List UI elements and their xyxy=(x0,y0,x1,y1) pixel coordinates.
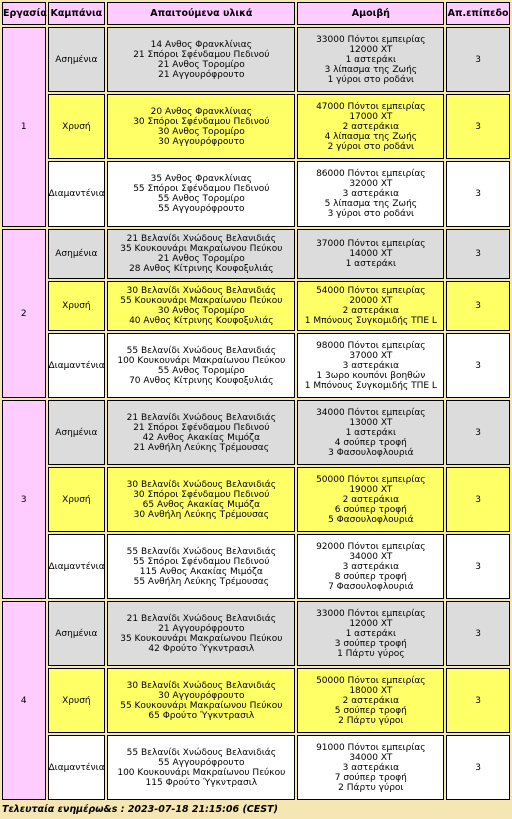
task-number: 3 xyxy=(2,400,46,599)
table-row xyxy=(2,668,510,733)
required-level: 3 xyxy=(446,229,510,279)
reward-list: 54000 Πόντοι εμπειρίας 20000 XT 2 αστεράκια 1 Μπόνους Συγκομιδής ΤΠΕ L xyxy=(297,281,444,331)
reward-list: 91000 Πόντοι εμπειρίας 34000 XT 3 αστεράκια 7 σούπερ τροφή 2 Πάρτυ γύροι xyxy=(297,735,444,800)
table-row xyxy=(2,229,510,279)
campaign-name: Ασημένια xyxy=(48,229,106,279)
campaign-name: Διαμαντένια xyxy=(48,735,106,800)
campaign-name: Διαμαντένια xyxy=(48,161,106,227)
table-body xyxy=(2,27,510,800)
table-row xyxy=(2,333,510,398)
required-level: 3 xyxy=(446,735,510,800)
table-row xyxy=(2,400,510,465)
task-number: 1 xyxy=(2,27,46,227)
campaign-name: Χρυσή xyxy=(48,94,106,159)
required-materials: 30 Βελανίδι Χνώδους Βελανιδιάς 30 Αγγουρόφρουτο 55 Κουκουνάρι Μακραίωνου Πεύκου 65 Φρούτο Ύγκντρασιλ xyxy=(107,668,295,733)
reward-list: 47000 Πόντοι εμπειρίας 17000 XT 2 αστεράκια 4 λίπασμα της Ζωής 2 γύροι στο ροδάνι xyxy=(297,94,444,159)
header-row xyxy=(2,2,510,25)
reward-list: 33000 Πόντοι εμπειρίας 12000 XT 1 αστεράκι 3 λίπασμα της Ζωής 1 γύροι στο ροδάνι xyxy=(297,27,444,92)
table-row xyxy=(2,27,510,92)
required-materials: 35 Ανθος Φρανκλίνιας 55 Σπόροι Σφένδαμου Πεδινού 55 Ανθος Τοροµίρο 55 Αγγουρόφρουτο xyxy=(107,161,295,227)
required-materials: 55 Βελανίδι Χνώδους Βελανιδιάς 55 Σπόροι Σφένδαμου Πεδινού 115 Ανθος Ακακίας Μιμόζα 55 Ανθήλη Λεύκης Τρέμουσας xyxy=(107,534,295,599)
task-number: 2 xyxy=(2,229,46,398)
campaign-name: Χρυσή xyxy=(48,281,106,331)
reward-list: 86000 Πόντοι εμπειρίας 32000 XT 3 αστεράκια 5 λίπασμα της Ζωής 3 γύροι στο ροδάνι xyxy=(297,161,444,227)
table-row xyxy=(2,601,510,666)
campaign-name: Ασημένια xyxy=(48,27,106,92)
required-level: 3 xyxy=(446,534,510,599)
required-materials: 55 Βελανίδι Χνώδους Βελανιδιάς 55 Αγγουρόφρουτο 100 Κουκουνάρι Μακραίωνου Πεύκου 115 Φρούτο Ύγκντρασιλ xyxy=(107,735,295,800)
reward-list: 50000 Πόντοι εμπειρίας 18000 XT 2 αστεράκια 5 σούπερ τροφή 2 Πάρτυ γύροι xyxy=(297,668,444,733)
required-level: 3 xyxy=(446,333,510,398)
table-row xyxy=(2,534,510,599)
required-level: 3 xyxy=(446,94,510,159)
required-level: 3 xyxy=(446,467,510,532)
required-materials: 30 Βελανίδι Χνώδους Βελανιδιάς 55 Κουκουνάρι Μακραίωνου Πεύκου 30 Ανθος Τοροµίρο 40 Ανθος Κίτρινης Κουφοξυλιάς xyxy=(107,281,295,331)
campaign-name: Ασημένια xyxy=(48,601,106,666)
required-materials: 21 Βελανίδι Χνώδους Βελανιδιάς 21 Σπόροι Σφένδαμου Πεδινού 42 Ανθος Ακακίας Μιμόζα 21 Ανθήλη Λεύκης Τρέμουσας xyxy=(107,400,295,465)
required-materials: 20 Ανθος Φρανκλίνιας 30 Σπόροι Σφένδαμου Πεδινού 30 Ανθος Τοροµίρο 30 Αγγουρόφρουτο xyxy=(107,94,295,159)
header-level: Απ.επίπεδο xyxy=(446,2,510,25)
campaign-name: Χρυσή xyxy=(48,668,106,733)
required-level: 3 xyxy=(446,27,510,92)
table-row xyxy=(2,281,510,331)
campaign-name: Διαμαντένια xyxy=(48,333,106,398)
header-materials: Απαιτούμενα υλικά xyxy=(107,2,295,25)
required-materials: 55 Βελανίδι Χνώδους Βελανιδιάς 100 Κουκουνάρι Μακραίωνου Πεύκου 55 Ανθος Τοροµίρο 70 Ανθος Κίτρινης Κουφοξυλιάς xyxy=(107,333,295,398)
last-updated: Τελευταία ενημέρω&s : 2023-07-18 21:15:06 (CEST) xyxy=(2,804,278,815)
required-level: 3 xyxy=(446,161,510,227)
required-materials: 21 Βελανίδι Χνώδους Βελανιδιάς 21 Αγγουρόφρουτο 35 Κουκουνάρι Μακραίωνου Πεύκου 42 Φρούτο Ύγκντρασιλ xyxy=(107,601,295,666)
required-materials: 30 Βελανίδι Χνώδους Βελανιδιάς 30 Σπόροι Σφένδαμου Πεδινού 65 Ανθος Ακακίας Μιμόζα 30 Ανθήλη Λεύκης Τρέμουσας xyxy=(107,467,295,532)
required-materials: 21 Βελανίδι Χνώδους Βελανιδιάς 35 Κουκουνάρι Μακραίωνου Πεύκου 21 Ανθος Τοροµίρο 28 Ανθος Κίτρινης Κουφοξυλιάς xyxy=(107,229,295,279)
campaign-name: Διαμαντένια xyxy=(48,534,106,599)
reward-list: 33000 Πόντοι εμπειρίας 12000 XT 1 αστεράκι 3 σούπερ τροφή 1 Πάρτυ γύρος xyxy=(297,601,444,666)
required-materials: 14 Ανθος Φρανκλίνιας 21 Σπόροι Σφένδαμου Πεδινού 21 Ανθος Τοροµίρο 21 Αγγουρόφρουτο xyxy=(107,27,295,92)
reward-list: 50000 Πόντοι εμπειρίας 19000 XT 2 αστεράκια 6 σούπερ τροφή 5 Φασουλοφλουριά xyxy=(297,467,444,532)
required-level: 3 xyxy=(446,400,510,465)
required-level: 3 xyxy=(446,668,510,733)
header-reward: Αμοιβή xyxy=(297,2,444,25)
reward-list: 92000 Πόντοι εμπειρίας 34000 XT 3 αστεράκια 8 σούπερ τροφή 7 Φασουλοφλουριά xyxy=(297,534,444,599)
campaign-name: Χρυσή xyxy=(48,467,106,532)
table-row xyxy=(2,735,510,800)
reward-list: 98000 Πόντοι εμπειρίας 37000 XT 3 αστεράκια 1 3ωρο κουπόνι βοηθών 1 Μπόνους Συγκομιδής ΤΠΕ L xyxy=(297,333,444,398)
table-row xyxy=(2,467,510,532)
header-campaign: Καμπάνια xyxy=(48,2,106,25)
table-row xyxy=(2,161,510,227)
table-row xyxy=(2,94,510,159)
campaign-name: Ασημένια xyxy=(48,400,106,465)
reward-list: 37000 Πόντοι εμπειρίας 14000 XT 1 αστεράκι xyxy=(297,229,444,279)
required-level: 3 xyxy=(446,601,510,666)
header-task: Εργασία xyxy=(2,2,46,25)
task-number: 4 xyxy=(2,601,46,800)
reward-list: 34000 Πόντοι εμπειρίας 13000 XT 1 αστεράκι 4 σούπερ τροφή 3 Φασουλοφλουριά xyxy=(297,400,444,465)
required-level: 3 xyxy=(446,281,510,331)
